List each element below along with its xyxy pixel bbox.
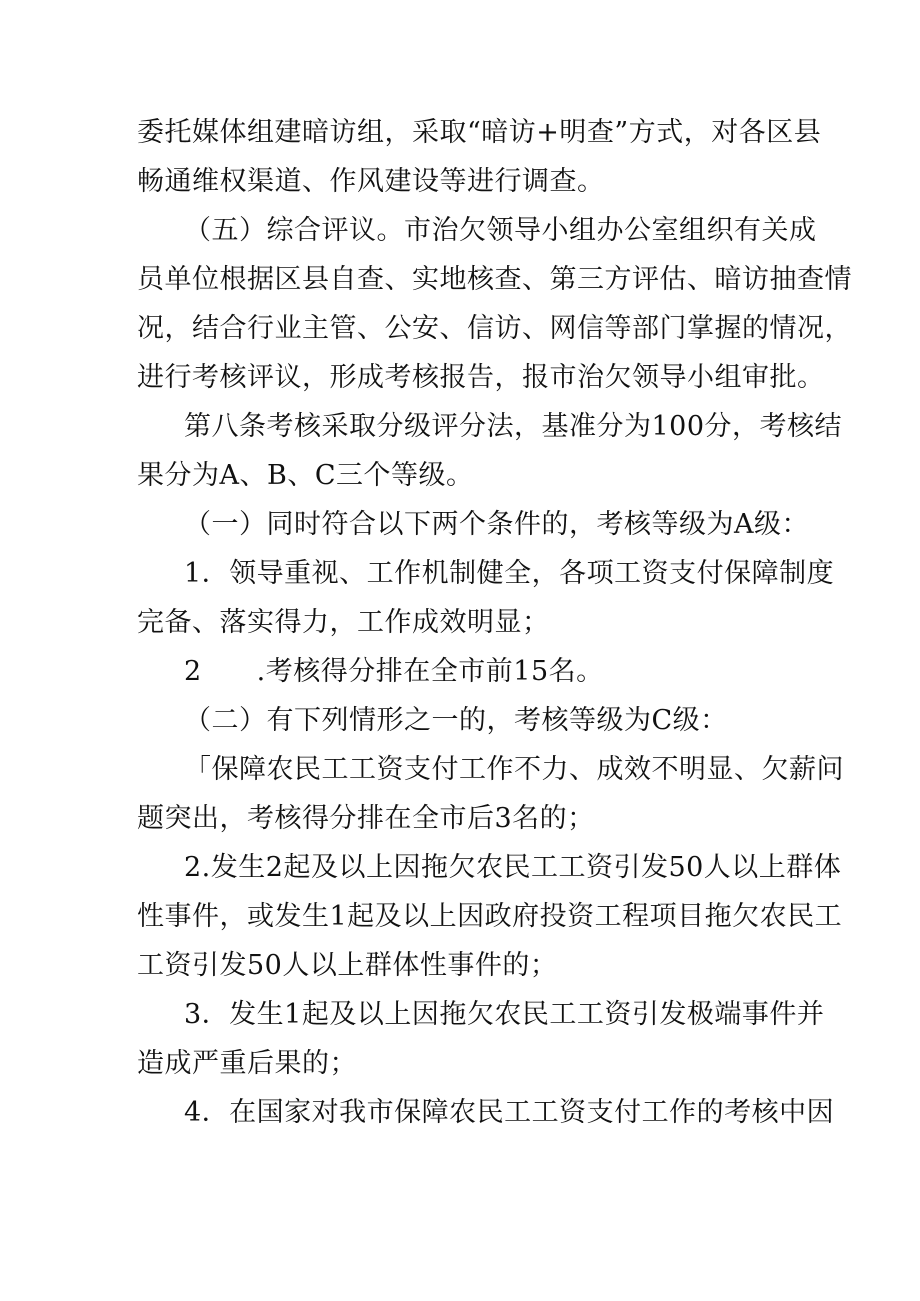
text-line-7: 第八条考核采取分级评分法，基准分为100分，考核结 <box>184 411 843 442</box>
text-line-1: 委托媒体组建暗访组，采取“暗访+明查”方式，对各区县 <box>137 117 822 148</box>
text-line-17: 性事件，或发生1起及以上因政府投资工程项目拖欠农民工 <box>137 901 843 932</box>
text-line-11: 完备、落实得力，工作成效明显； <box>137 607 550 638</box>
text-line-18: 工资引发50人以上群体性事件的； <box>137 950 558 981</box>
text-line-21: 4．在国家对我市保障农民工工资支付工作的考核中因 <box>184 1097 835 1128</box>
text-line-6: 进行考核评议，形成考核报告，报市治欠领导小组审批。 <box>137 362 825 393</box>
text-line-20: 造成严重后果的； <box>137 1048 357 1079</box>
text-line-19: 3．发生1起及以上因拖欠农民工工资引发极端事件并 <box>184 999 825 1030</box>
text-line-9: （一）同时符合以下两个条件的，考核等级为A级： <box>184 509 809 540</box>
text-line-5: 况，结合行业主管、公安、信访、网信等部门掌握的情况， <box>137 313 852 344</box>
text-line-14: 「保障农民工工资支付工作不力、成效不明显、欠薪问 <box>184 754 844 785</box>
text-line-3: （五）综合评议。市治欠领导小组办公室组织有关成 <box>184 215 817 246</box>
text-line-12: 2 .考核得分排在全市前15名。 <box>184 656 604 687</box>
text-line-8: 果分为A、B、C三个等级。 <box>137 460 474 491</box>
text-line-16: 2.发生2起及以上因拖欠农民工工资引发50人以上群体 <box>184 852 842 883</box>
text-line-13: （二）有下列情形之一的，考核等级为C级： <box>184 705 728 736</box>
text-line-10: 1．领导重视、工作机制健全，各项工资支付保障制度 <box>184 558 835 589</box>
text-line-15: 题突出，考核得分排在全市后3名的； <box>137 803 595 834</box>
text-line-4: 员单位根据区县自查、实地核查、第三方评估、暗访抽查情 <box>137 264 852 295</box>
text-line-2: 畅通维权渠道、作风建设等进行调查。 <box>137 166 605 197</box>
